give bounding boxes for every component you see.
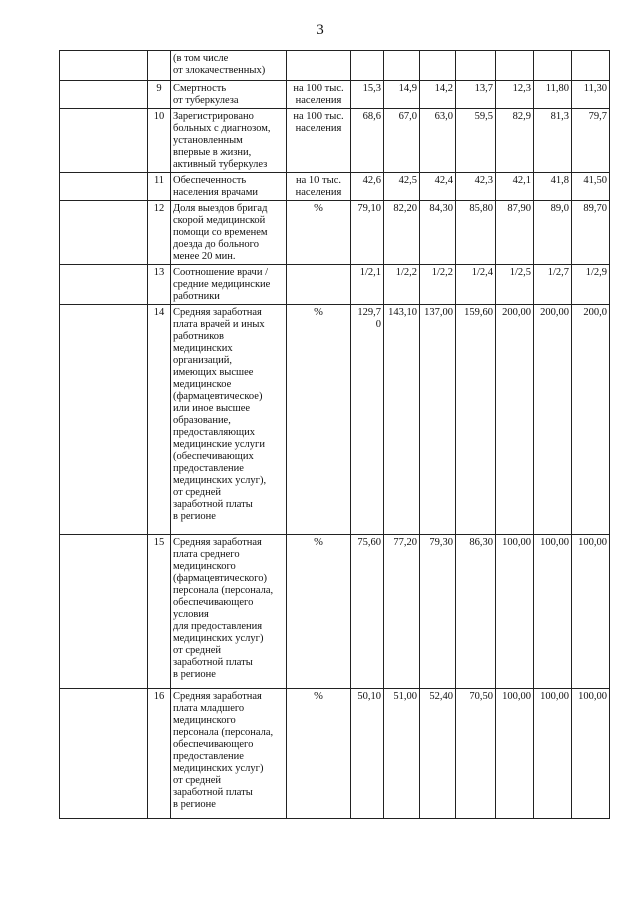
indicator-name-cell: Средняя заработная плата врачей и иных работников медицинских организаций, имеющих высшее медицинское (фармацевтическое) или иное высшее образование, предоставляющих медицинские услуги (обеспечивающих предоставление медицинских услуг), от средней заработной платы в регионе xyxy=(171,305,287,535)
value-cell: 89,0 xyxy=(534,201,572,265)
value-cell: 70,50 xyxy=(456,689,496,819)
value-cell: 137,00 xyxy=(420,305,456,535)
row-number-cell: 10 xyxy=(148,109,171,173)
value-cell: 100,00 xyxy=(572,535,610,689)
row-number-cell: 14 xyxy=(148,305,171,535)
category-cell xyxy=(60,109,148,173)
unit-cell xyxy=(287,265,351,305)
value-cell: 1/2,4 xyxy=(456,265,496,305)
value-cell: 129,7 0 xyxy=(351,305,384,535)
table-row xyxy=(60,535,610,689)
category-cell xyxy=(60,535,148,689)
value-cell: 200,00 xyxy=(496,305,534,535)
value-cell: 13,7 xyxy=(456,81,496,109)
value-cell: 200,00 xyxy=(534,305,572,535)
category-cell xyxy=(60,689,148,819)
category-cell xyxy=(60,265,148,305)
indicator-name-cell: Обеспеченность населения врачами xyxy=(171,173,287,201)
row-number-cell: 9 xyxy=(148,81,171,109)
value-cell: 59,5 xyxy=(456,109,496,173)
category-cell xyxy=(60,305,148,535)
value-cell xyxy=(534,51,572,81)
table-row xyxy=(60,689,610,819)
value-cell: 79,30 xyxy=(420,535,456,689)
value-cell: 11,80 xyxy=(534,81,572,109)
indicator-name-cell: Соотношение врачи / средние медицинские работники xyxy=(171,265,287,305)
value-cell: 1/2,7 xyxy=(534,265,572,305)
value-cell: 14,9 xyxy=(384,81,420,109)
table-row xyxy=(60,109,610,173)
value-cell: 1/2,2 xyxy=(384,265,420,305)
value-cell: 100,00 xyxy=(572,689,610,819)
row-number-cell: 11 xyxy=(148,173,171,201)
page-number: 3 xyxy=(316,22,324,38)
category-cell xyxy=(60,201,148,265)
value-cell: 100,00 xyxy=(534,689,572,819)
value-cell: 63,0 xyxy=(420,109,456,173)
value-cell xyxy=(496,51,534,81)
row-number-cell: 16 xyxy=(148,689,171,819)
value-cell: 52,40 xyxy=(420,689,456,819)
value-cell: 1/2,5 xyxy=(496,265,534,305)
category-cell xyxy=(60,81,148,109)
indicator-name-cell: Зарегистрировано больных с диагнозом, установленным впервые в жизни, активный туберкулез xyxy=(171,109,287,173)
table-row xyxy=(60,51,610,81)
value-cell: 200,0 xyxy=(572,305,610,535)
value-cell: 11,30 xyxy=(572,81,610,109)
unit-cell: % xyxy=(287,535,351,689)
value-cell: 42,3 xyxy=(456,173,496,201)
value-cell: 100,00 xyxy=(534,535,572,689)
value-cell: 79,7 xyxy=(572,109,610,173)
table-row xyxy=(60,81,610,109)
value-cell: 50,10 xyxy=(351,689,384,819)
value-cell: 100,00 xyxy=(496,689,534,819)
indicator-name-cell: Смертность от туберкулеза xyxy=(171,81,287,109)
value-cell: 41,50 xyxy=(572,173,610,201)
value-cell: 42,6 xyxy=(351,173,384,201)
table-row xyxy=(60,265,610,305)
value-cell: 14,2 xyxy=(420,81,456,109)
value-cell: 84,30 xyxy=(420,201,456,265)
table-body xyxy=(60,51,610,819)
unit-cell: на 100 тыс. населения xyxy=(287,81,351,109)
unit-cell: % xyxy=(287,305,351,535)
indicator-name-cell: (в том числе от злокачественных) xyxy=(171,51,287,81)
value-cell xyxy=(420,51,456,81)
row-number-cell xyxy=(148,51,171,81)
value-cell: 12,3 xyxy=(496,81,534,109)
value-cell: 79,10 xyxy=(351,201,384,265)
value-cell: 85,80 xyxy=(456,201,496,265)
unit-cell: % xyxy=(287,201,351,265)
value-cell: 82,20 xyxy=(384,201,420,265)
indicators-table xyxy=(59,50,610,819)
value-cell: 1/2,1 xyxy=(351,265,384,305)
value-cell xyxy=(384,51,420,81)
table-row xyxy=(60,305,610,535)
value-cell: 42,4 xyxy=(420,173,456,201)
unit-cell: на 100 тыс. населения xyxy=(287,109,351,173)
value-cell xyxy=(572,51,610,81)
category-cell xyxy=(60,173,148,201)
value-cell: 15,3 xyxy=(351,81,384,109)
unit-cell xyxy=(287,51,351,81)
value-cell xyxy=(456,51,496,81)
value-cell: 51,00 xyxy=(384,689,420,819)
row-number-cell: 15 xyxy=(148,535,171,689)
unit-cell: % xyxy=(287,689,351,819)
value-cell: 89,70 xyxy=(572,201,610,265)
row-number-cell: 12 xyxy=(148,201,171,265)
value-cell: 67,0 xyxy=(384,109,420,173)
value-cell: 82,9 xyxy=(496,109,534,173)
table-row xyxy=(60,173,610,201)
value-cell: 68,6 xyxy=(351,109,384,173)
value-cell: 75,60 xyxy=(351,535,384,689)
row-number-cell: 13 xyxy=(148,265,171,305)
value-cell: 143,10 xyxy=(384,305,420,535)
unit-cell: на 10 тыс. населения xyxy=(287,173,351,201)
indicator-name-cell: Средняя заработная плата среднего медицинского (фармацевтического) персонала (персонала, обеспечивающего условия для предоставления медицинских услуг) от средней заработной платы в регионе xyxy=(171,535,287,689)
value-cell: 87,90 xyxy=(496,201,534,265)
value-cell: 86,30 xyxy=(456,535,496,689)
value-cell: 81,3 xyxy=(534,109,572,173)
value-cell xyxy=(351,51,384,81)
indicator-name-cell: Средняя заработная плата младшего медицинского персонала (персонала, обеспечивающего предоставление медицинских услуг) от средней заработной платы в регионе xyxy=(171,689,287,819)
table-row xyxy=(60,201,610,265)
value-cell: 100,00 xyxy=(496,535,534,689)
value-cell: 41,8 xyxy=(534,173,572,201)
category-cell xyxy=(60,51,148,81)
value-cell: 1/2,2 xyxy=(420,265,456,305)
indicator-name-cell: Доля выездов бригад скорой медицинской помощи со временем доезда до больного менее 20 мин. xyxy=(171,201,287,265)
value-cell: 42,5 xyxy=(384,173,420,201)
value-cell: 77,20 xyxy=(384,535,420,689)
value-cell: 1/2,9 xyxy=(572,265,610,305)
value-cell: 159,60 xyxy=(456,305,496,535)
value-cell: 42,1 xyxy=(496,173,534,201)
